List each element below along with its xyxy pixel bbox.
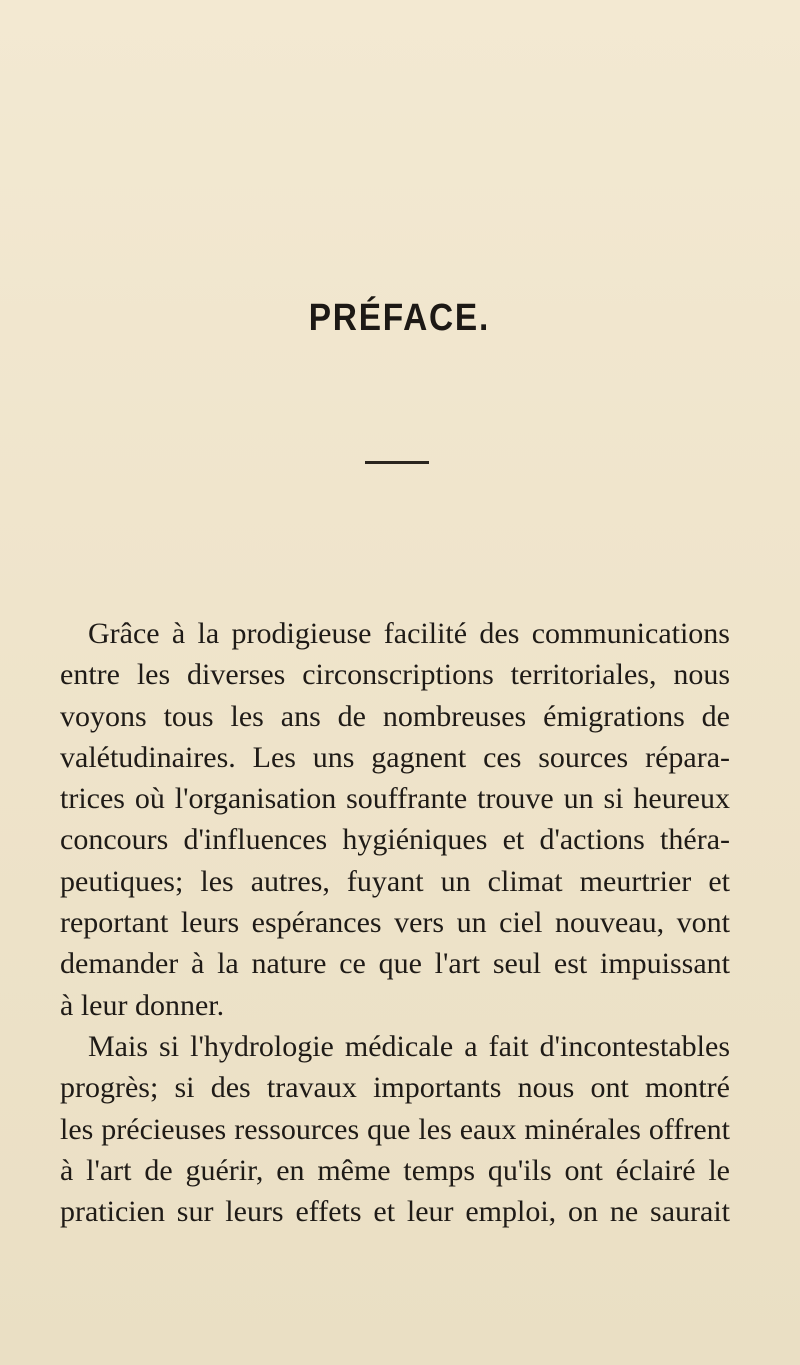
text-line: Grâce à la prodigieuse facilité des communications [88,617,730,650]
paragraph-1 [60,613,730,1026]
text-line: praticien sur leurs effets et leur emploi, on ne saurait [60,1195,730,1229]
text-line: voyons tous les ans de nombreuses émigrations de [60,699,730,733]
preface-body [60,613,730,1232]
text-line: valétudinaires. Les uns gagnent ces sources répara- [60,740,730,774]
text-line: les précieuses ressources que les eaux minérales offrent [60,1112,730,1146]
page-title: PRÉFACE. [308,297,491,339]
text-line: concours d'influences hygiéniques et d'actions théra- [60,823,730,857]
text-line: progrès; si des travaux importants nous ont montré [60,1071,730,1105]
paragraph-2 [60,1026,730,1232]
text-line: à l'art de guérir, en même temps qu'ils ont éclairé le [60,1153,730,1187]
text-line: entre les diverses circonscriptions territoriales, nous [60,658,730,692]
text-line: trices où l'organisation souffrante trouve un si heureux [60,782,730,816]
text-line: peutiques; les autres, fuyant un climat meurtrier et [60,864,730,898]
text-line: demander à la nature ce que l'art seul est impuissant [60,947,730,981]
title-divider [365,461,429,464]
text-line: Mais si l'hydrologie médicale a fait d'incontestables [88,1029,730,1063]
text-line: reportant leurs espérances vers un ciel nouveau, vont [60,906,730,940]
text-line: à leur donner. [60,988,225,1022]
